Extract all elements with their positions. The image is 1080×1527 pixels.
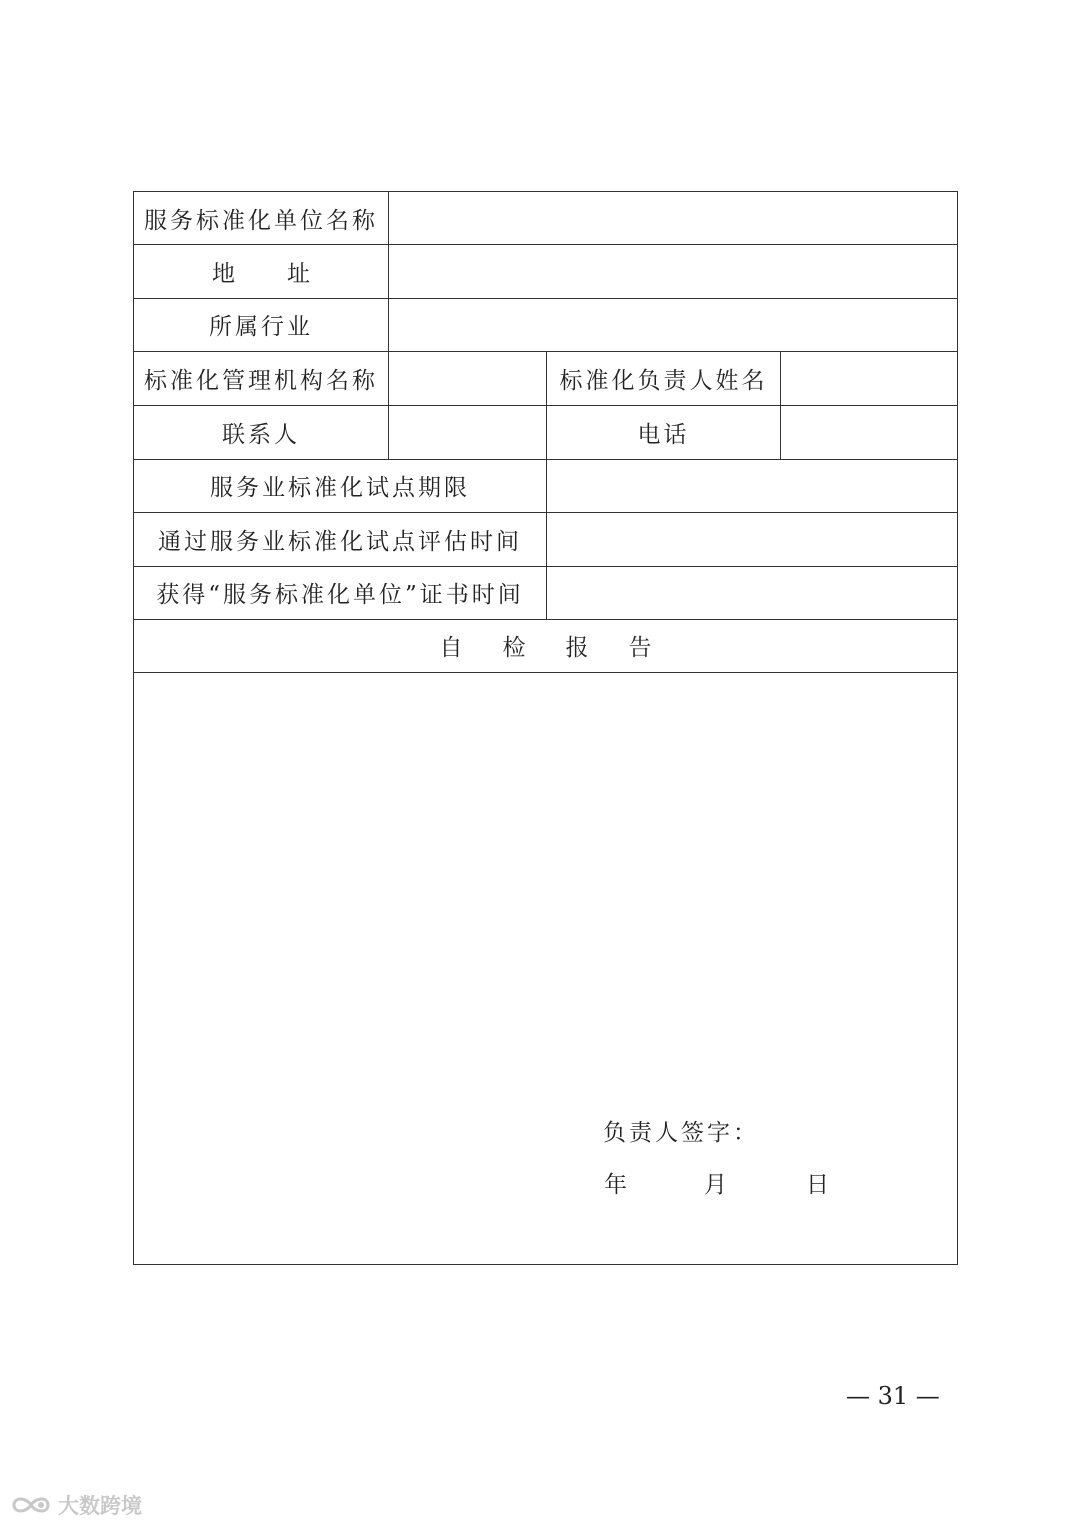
date-day-label: 日	[806, 1172, 832, 1198]
address-label: 地址	[212, 260, 362, 287]
certificate-time-label: 获得“服务标准化单位”证书时间	[156, 582, 524, 608]
page-number: — 31 —	[846, 1382, 940, 1410]
signature-label: 负责人签字：	[603, 1120, 759, 1146]
leader-name-field[interactable]	[781, 351, 957, 405]
leader-name-label: 标准化负责人姓名	[559, 367, 768, 394]
phone-label: 电话	[637, 421, 690, 448]
contact-field[interactable]	[389, 405, 546, 459]
evaluation-time-label: 通过服务业标准化试点评估时间	[158, 528, 522, 555]
certificate-time-field[interactable]	[547, 566, 957, 619]
address-field[interactable]	[389, 244, 957, 298]
watermark-text: 大数跨境	[58, 1494, 142, 1518]
registration-form-table	[133, 191, 958, 1265]
watermark	[8, 1490, 142, 1520]
pilot-period-field[interactable]	[547, 459, 957, 512]
self-check-heading: 自检报告	[439, 635, 692, 661]
industry-field[interactable]	[389, 298, 957, 351]
unit-name-field[interactable]	[522, 192, 957, 244]
industry-label: 所属行业	[209, 314, 313, 340]
date-month-label: 月	[704, 1172, 730, 1198]
mgmt-org-field[interactable]	[389, 351, 546, 405]
unit-name-label: 服务标准化单位名称	[144, 207, 378, 234]
pilot-period-label: 服务业标准化试点期限	[210, 475, 470, 501]
self-check-report-area[interactable]	[134, 673, 957, 1263]
contact-label: 联系人	[222, 421, 300, 448]
mgmt-org-label: 标准化管理机构名称	[144, 367, 378, 394]
phone-field[interactable]	[781, 405, 957, 459]
date-year-label: 年	[604, 1172, 630, 1198]
evaluation-time-field[interactable]	[547, 512, 957, 566]
eye-infinity-logo-icon	[8, 1493, 54, 1517]
